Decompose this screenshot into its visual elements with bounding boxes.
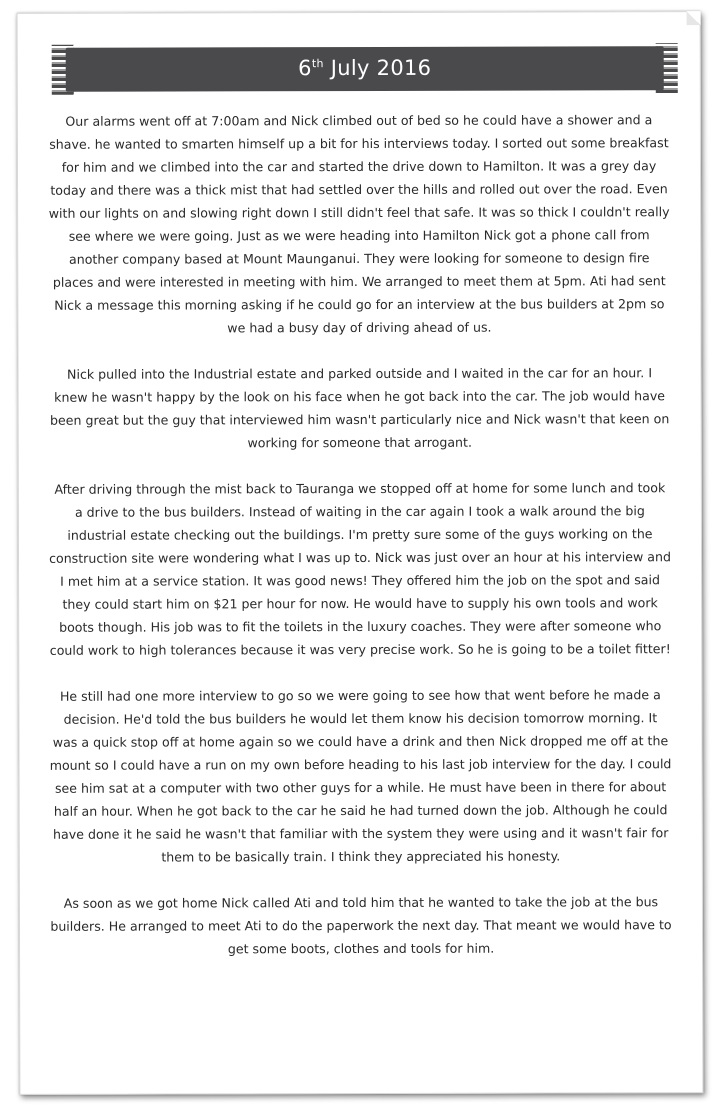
date-suffix: th: [311, 57, 324, 71]
paragraph-2: Nick pulled into the Industrial estate and parked outside and I waited in the car for an hour. I knew he wasn't happy by the look on his face when he got back into the car. The job would have been great but the guy that interviewed him wasn't particularly nice and Nick wasn't that keen on working for someone that arrogant.: [49, 365, 670, 451]
entry-body: [48, 108, 672, 984]
paragraph-5: As soon as we got home Nick called Ati and told him that he wanted to take the job at the bus builders. He arranged to meet Ati to do the paperwork the next day. That meant we would have to get some boots, clothes and tools for him.: [50, 894, 672, 957]
paragraph-1: Our alarms went off at 7:00am and Nick climbed out of bed so he could have a shower and a shave. he wanted to smarten himself up a bit for his interviews today. I sorted out some breakfast for him and we climbed into the car and started the drive down to Hamilton. It was a grey day today and there was a thick mist that had settled over the hills and rolled out over the road. Even with our lights on and slowing right down I still didn't feel that safe. It was so thick I couldn't really see where we were going. Just as we were heading into Hamilton Nick got a phone call from another company based at Mount Maunganui. They were looking for someone to design fire places and were interested in meeting with him. We arranged to meet them at 5pm. Ati had sent Nick a message this morning asking if he could go for an interview at the bus builders at 2pm so we had a busy day of driving ahead of us.: [48, 112, 670, 336]
date-day: 6: [298, 56, 312, 81]
date-banner: [66, 46, 664, 92]
paragraph-3: After driving through the mist back to Tauranga we stopped off at home for some lunch and took a drive to the bus builders. Instead of waiting in the car again I took a walk around the big industrial estate checking out the buildings. I'm pretty sure some of the guys working on the construction site were wondering what I was up to. Nick was just over an hour at his interview and I met him at a service station. It was good news! They offered him the job on the spot and said they could start him on $21 per hour for now. He would have to supply his own tools and work boots though. His job was to fit the toilets in the luxury coaches. They were after someone who could work to high tolerances because it was very precise work. So he is going to be a toilet fitter!: [49, 480, 671, 658]
journal-page: [17, 11, 704, 1095]
paragraph-4: He still had one more interview to go so we were going to see how that went before he made a decision. He'd told the bus builders he would let them know his decision tomorrow morning. It was a quick stop off at home again so we could have a drink and then Nick dropped me off at the mount so I could have a run on my own before heading to his last job interview for the day. I could see him sat at a computer with two other guys for a while. He must have been in there for about half an hour. When he got back to the car he said he had turned down the job. Although he could have done it he said he wasn't that familiar with the system they were using and it wasn't fair for them to be basically train. I think they appreciated his honesty.: [49, 687, 672, 865]
page-corner-fold: [687, 11, 701, 25]
date-month-year: July 2016: [323, 55, 432, 81]
entry-date: [66, 55, 664, 81]
